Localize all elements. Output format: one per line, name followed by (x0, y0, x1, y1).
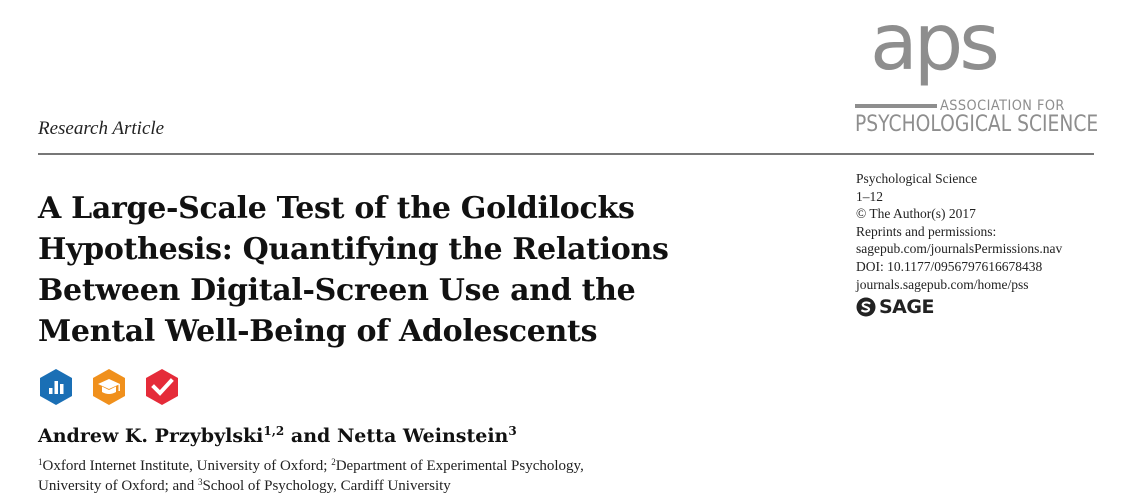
affiliation-marker: 1 (38, 457, 43, 467)
sage-wordmark: SAGE (879, 296, 934, 318)
affiliation-line (38, 476, 758, 496)
title-line: Between Digital-Screen Use and the (38, 273, 636, 308)
header-divider (38, 153, 1094, 155)
title-line: A Large-Scale Test of the Goldilocks (38, 191, 635, 226)
aps-logo-association: ASSOCIATION FOR (940, 98, 1065, 114)
open-data-icon (38, 368, 74, 406)
affiliation-marker: 3 (197, 477, 203, 487)
article-title (38, 188, 798, 352)
journal-name: Psychological Science (856, 171, 978, 186)
doi[interactable]: DOI: 10.1177/0956797616678438 (856, 258, 1043, 274)
author-list (38, 425, 517, 447)
preregistered-badge[interactable] (144, 368, 180, 406)
affiliation-marker: 2 (331, 457, 336, 467)
affiliation-text: School of Psychology, Cardiff University (202, 478, 451, 494)
page-range: 1–12 (856, 188, 883, 204)
open-data-badge[interactable] (38, 368, 74, 406)
author-name: Andrew K. Przybylski (38, 425, 264, 447)
journal-info (856, 170, 1136, 293)
affiliation-text: Oxford Internet Institute, University of Oxford; (42, 458, 332, 474)
preregistered-icon (144, 368, 180, 406)
author-affiliation-marker: 1,2 (263, 424, 285, 438)
aps-logo-bar (855, 104, 937, 108)
author-affiliation-marker: 3 (508, 424, 517, 438)
aps-logo-wordmark: aps (870, 0, 996, 88)
open-science-badges (38, 368, 180, 408)
permissions-link[interactable]: sagepub.com/journalsPermissions.nav (856, 241, 1063, 257)
copyright: © The Author(s) 2017 (856, 206, 976, 222)
journal-homepage-link[interactable]: journals.sagepub.com/home/pss (856, 276, 1029, 292)
aps-logo-psychological-science: PSYCHOLOGICAL SCIENCE (855, 112, 1099, 137)
open-materials-badge[interactable] (91, 368, 127, 406)
author-name: Netta Weinstein (336, 425, 509, 447)
sage-logo (856, 296, 934, 318)
title-line: Hypothesis: Quantifying the Relations (38, 232, 669, 267)
affiliation-text: Department of Experimental Psychology, (335, 458, 584, 474)
open-materials-icon (91, 368, 127, 406)
affiliation-line (38, 456, 758, 476)
author-conjunction: and (284, 425, 337, 447)
title-line: Mental Well-Being of Adolescents (38, 314, 598, 349)
affiliations (38, 456, 758, 496)
article-type: Research Article (38, 118, 165, 139)
affiliation-text: University of Oxford; and (38, 478, 198, 494)
sage-mark-icon (856, 297, 876, 317)
reprints-label: Reprints and permissions: (856, 223, 997, 239)
